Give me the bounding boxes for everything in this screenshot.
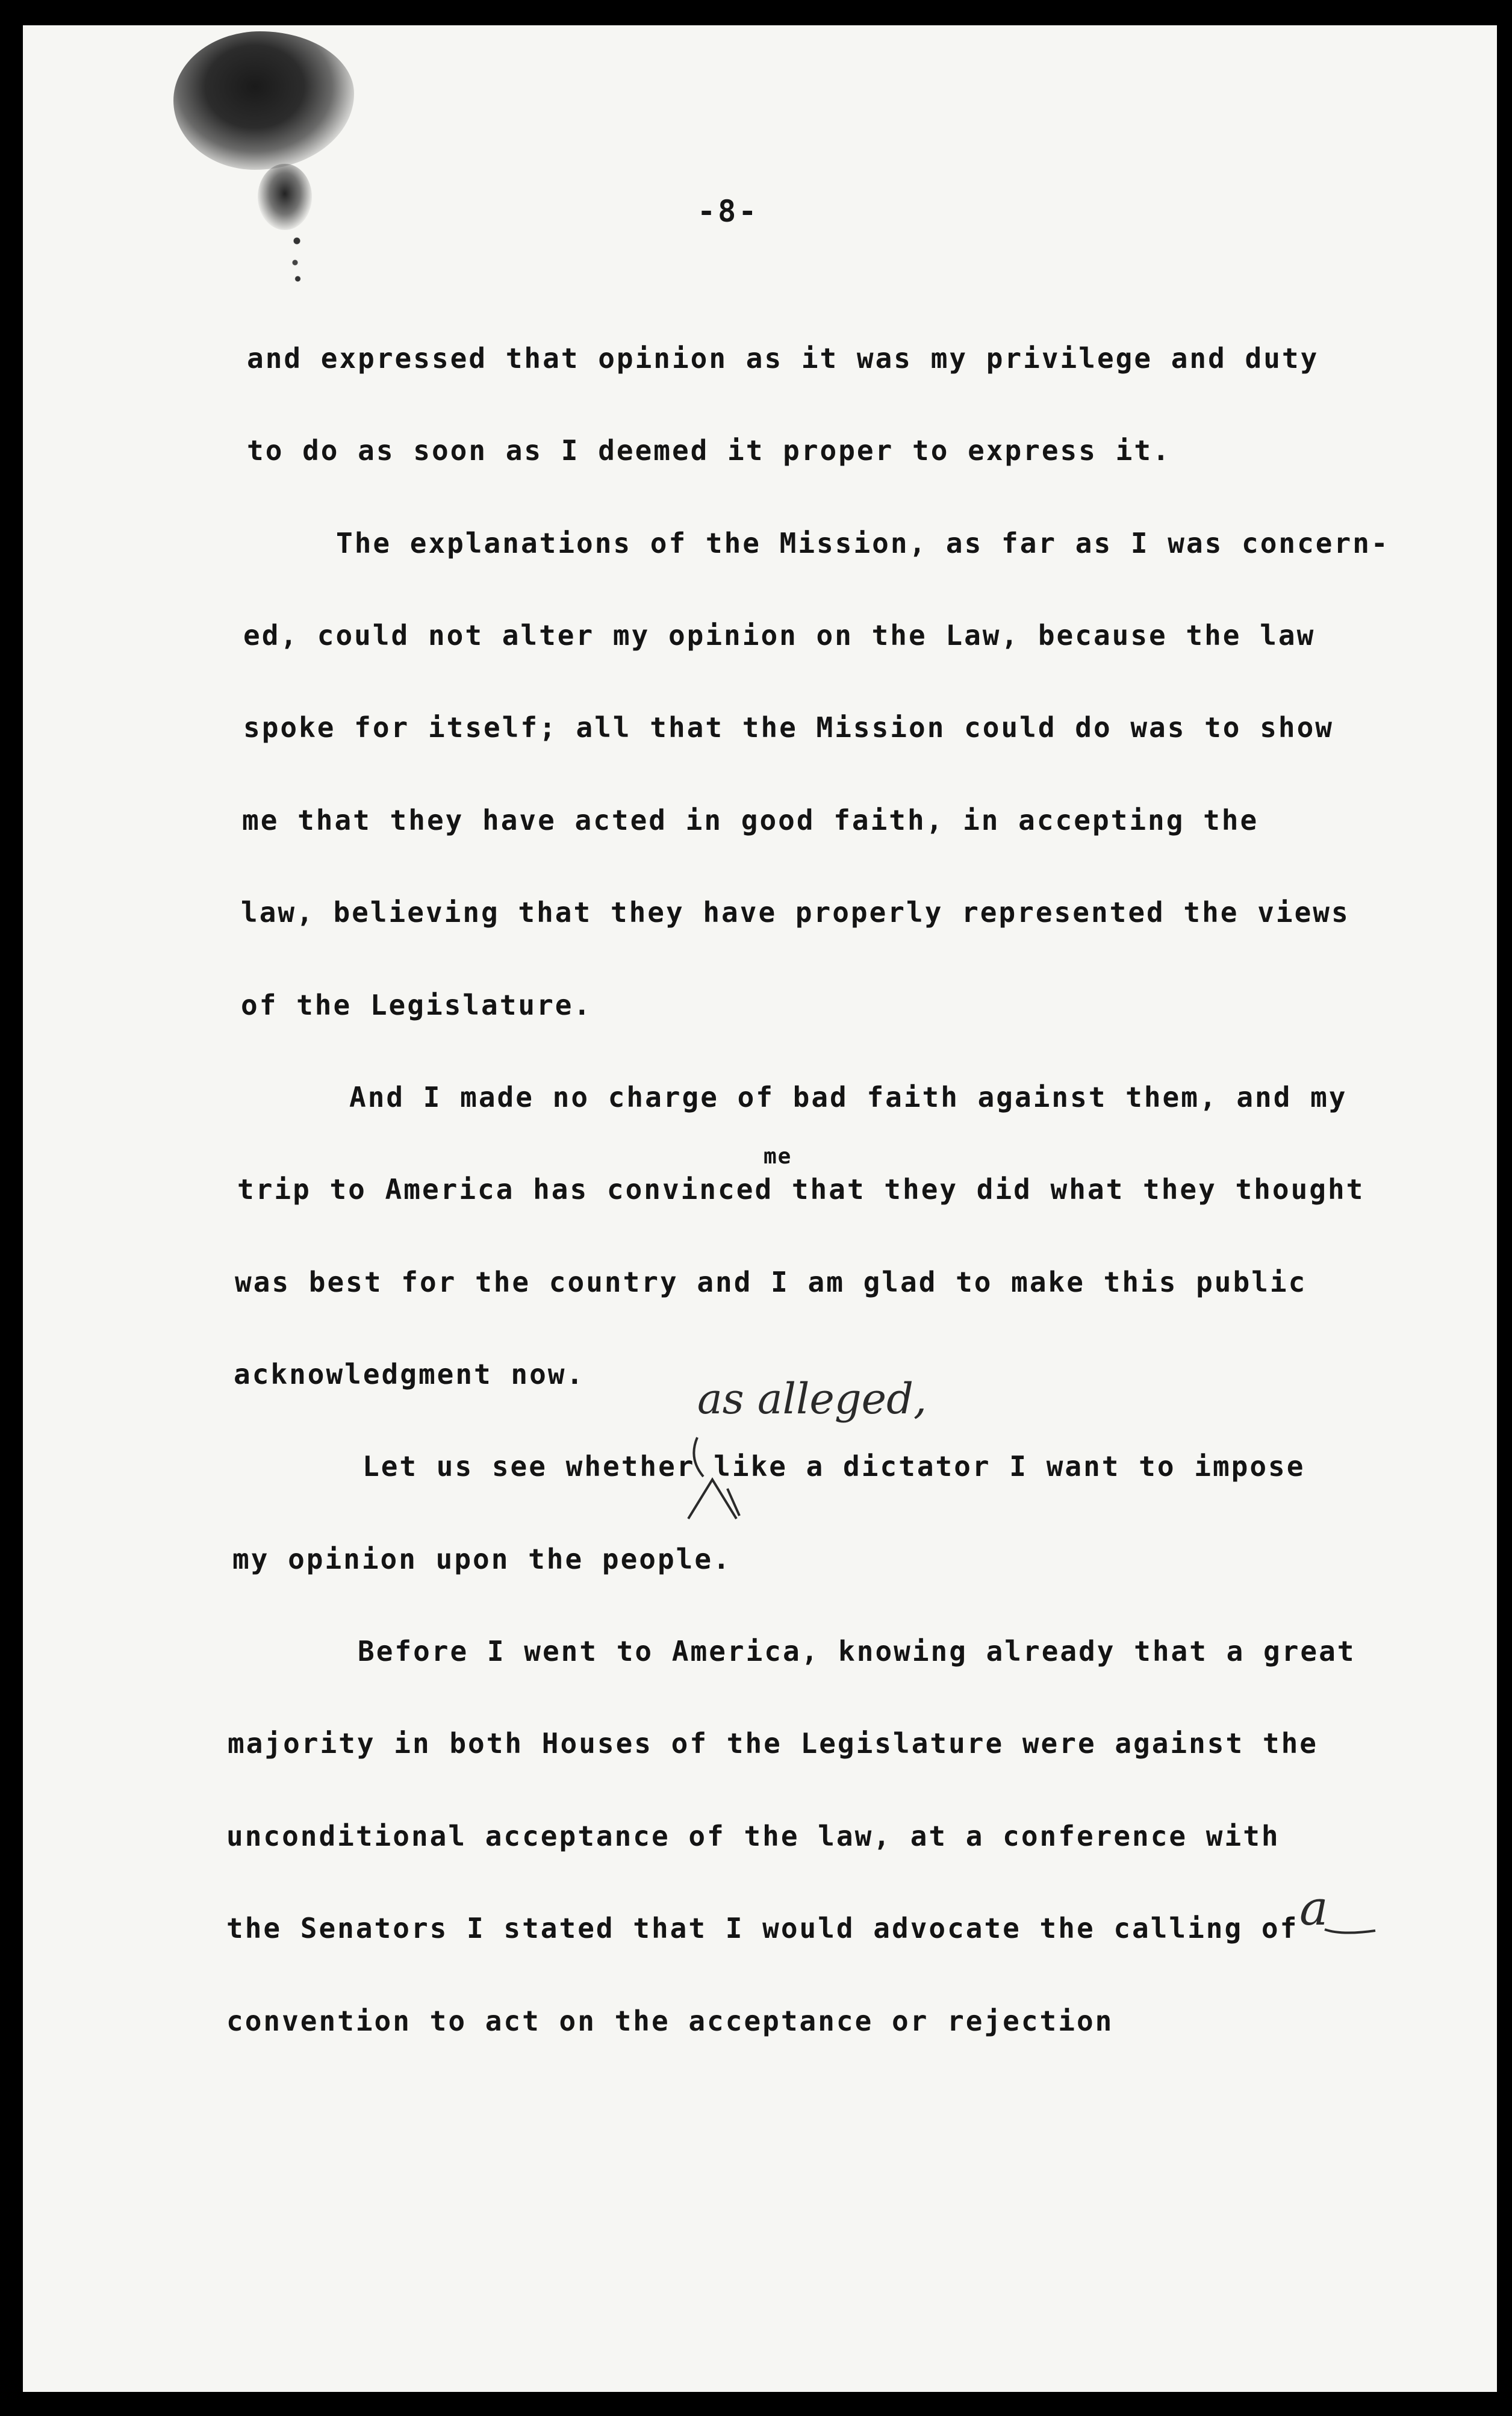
text-line: Before I went to America, knowing already that a great	[358, 1635, 1356, 1667]
text-line: majority in both Houses of the Legislature were against the	[228, 1727, 1318, 1760]
text-line: my opinion upon the people.	[232, 1543, 732, 1575]
ink-blot-tail	[258, 164, 312, 230]
text-line: of the Legislature.	[241, 989, 593, 1021]
ink-drops	[288, 230, 306, 284]
handwritten-addition: a	[1299, 1880, 1328, 1936]
text-line: convention to act on the acceptance or rejection	[226, 2005, 1114, 2037]
page-number: -8-	[697, 194, 759, 229]
text-line: And I made no charge of bad faith against them, and my	[349, 1081, 1348, 1113]
text-line: trip to America has convinced that they did what they thought	[237, 1173, 1365, 1206]
text-line: spoke for itself; all that the Mission could do was to show	[243, 711, 1334, 744]
text-line: Let us see whether like a dictator I want to impose	[362, 1450, 1305, 1483]
handwritten-stroke	[1324, 1922, 1378, 1940]
text-line: the Senators I stated that I would advocate the calling of	[226, 1912, 1299, 1944]
text-line: was best for the country and I am glad to make this public	[235, 1266, 1307, 1298]
ink-blot	[173, 31, 354, 170]
text-line: to do as soon as I deemed it proper to express it.	[247, 434, 1171, 467]
document-page	[23, 25, 1497, 2392]
text-line: acknowledgment now.	[234, 1358, 585, 1390]
handwritten-insert: as alleged,	[697, 1374, 927, 1424]
text-line: me that they have acted in good faith, in accepting the	[242, 804, 1259, 836]
text-line: unconditional acceptance of the law, at a conference with	[226, 1820, 1280, 1852]
text-line: law, believing that they have properly represented the views	[241, 896, 1350, 929]
text-line: and expressed that opinion as it was my privilege and duty	[247, 342, 1319, 375]
text-line: ed, could not alter my opinion on the Law, because the law	[243, 619, 1316, 652]
text-line: The explanations of the Mission, as far as I was concern-	[336, 527, 1390, 559]
interlinear-insert: me	[764, 1144, 792, 1169]
